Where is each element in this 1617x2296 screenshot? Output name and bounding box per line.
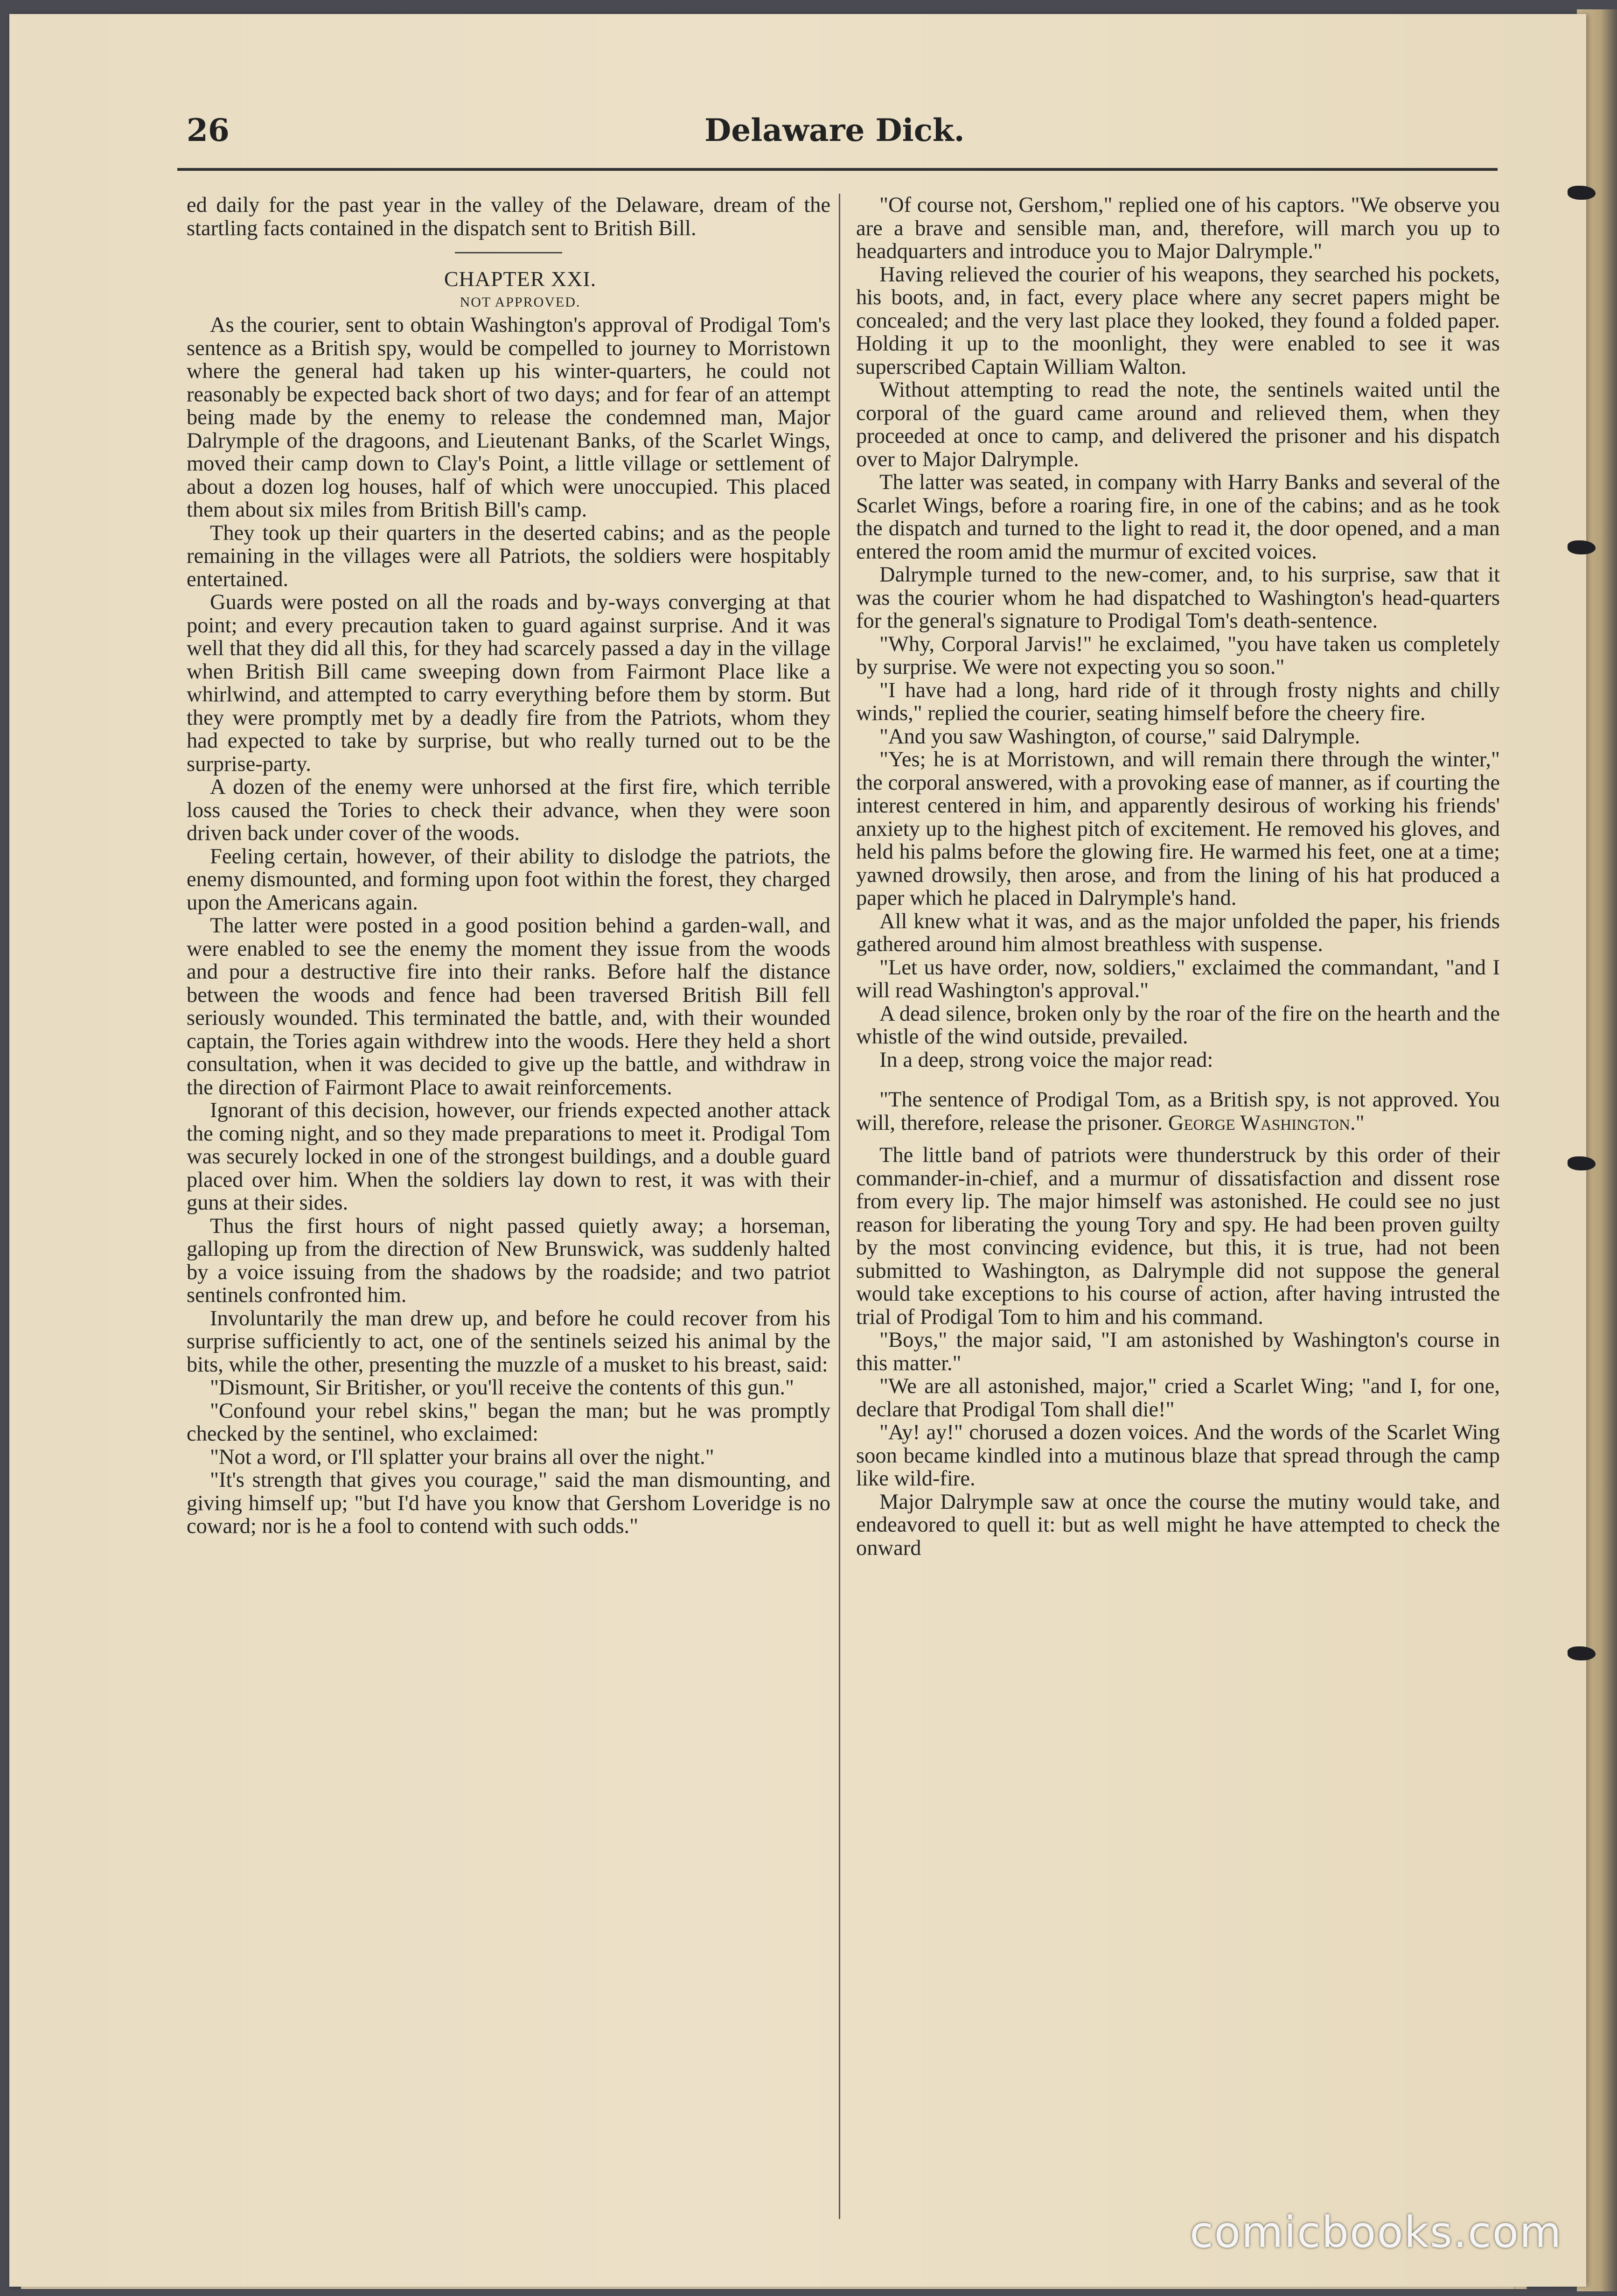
paragraph: Major Dalrymple saw at once the course the mutiny would take, and endeavored to quell it: but as well might he have attempted to check the onward	[856, 1490, 1500, 1560]
paragraph: "Ay! ay!" chorused a dozen voices. And the words of the Scarlet Wing soon became kindled into a mutinous blaze that spread through the camp like wild-fire.	[856, 1421, 1500, 1491]
paragraph: "It's strength that gives you courage," said the man dismounting, and giving himself up; "but I'd have you know that Gershom Loveridge is no coward; nor is he a fool to contend with such odds."	[187, 1468, 830, 1538]
note-body: "The sentence of Prodigal Tom, as a British spy, is not approved. You will, therefore, release the prisoner.	[856, 1088, 1500, 1135]
binding-tab	[1558, 1153, 1600, 1175]
paragraph: "Of course not, Gershom," replied one of his captors. "We observe you are a brave and sensible man, and, therefore, will march you up to headquarters and introduce you to Major Dalrymple."	[856, 194, 1500, 263]
paragraph: "We are all astonished, major," cried a Scarlet Wing; "and I, for one, declare that Prodigal Tom shall die!"	[856, 1374, 1500, 1421]
paragraph: They took up their quarters in the deserted cabins; and as the people remaining in the villages were all Patriots, the soldiers were hospitably entertained.	[187, 521, 830, 591]
left-column	[187, 194, 830, 2219]
section-rule	[455, 252, 562, 253]
paragraph: Thus the first hours of night passed quietly away; a horseman, galloping up from the direction of New Brunswick, was suddenly halted by a voice issuing from the shadows by the roadside; and two patriot sentinels confronted him.	[187, 1214, 830, 1307]
binding-tab	[1558, 1643, 1600, 1665]
site-watermark: comicbooks.com	[1190, 2207, 1562, 2257]
paragraph: All knew what it was, and as the major unfolded the paper, his friends gathered around him almost breathless with suspense.	[856, 909, 1500, 956]
book-page	[9, 14, 1586, 2287]
paragraph: Guards were posted on all the roads and by-ways converging at that point; and every precaution taken to guard against surprise. And it was well that they did all this, for they had scarcely passed a day in the village when British Bill came sweeping down from Fairmont Place like a whirlwind, and attempted to carry everything before them by storm. But they were promptly met by a deadly fire from the Patriots, whom they had expected to take by surprise, but who really turned out to be the surprise-party.	[187, 590, 830, 776]
paragraph: "Boys," the major said, "I am astonished by Washington's course in this matter."	[856, 1328, 1500, 1375]
paragraph: The latter were posted in a good position behind a garden-wall, and were enabled to see the enemy the moment they issue from the woods and pour a destructive fire into their ranks. Before half the distance between the woods and fence had been traversed British Bill fell seriously wounded. This terminated the battle, and, with their wounded captain, the Tories again withdrew into the woods. Here they held a short consultation, when it was decided to give up the battle, and withdraw in the direction of Fairmont Place to await reinforcements.	[187, 914, 830, 1099]
paragraph: The latter was seated, in company with Harry Banks and several of the Scarlet Wings, before a roaring fire, in one of the cabins; and as he took the dispatch and turned to the light to read it, the door opened, and a man entered the room amid the murmur of excited voices.	[856, 470, 1500, 564]
chapter-subtitle: NOT APPROVED.	[460, 294, 581, 310]
book-title: Delaware Dick.	[704, 112, 965, 148]
chapter-title: CHAPTER XXI.	[444, 267, 597, 291]
header-rule	[177, 168, 1498, 171]
paragraph: Without attempting to read the note, the sentinels waited until the corporal of the guard came around and relieved them, when they proceeded at once to camp, and delivered the prisoner and his dispatch over to Major Dalrymple.	[856, 378, 1500, 471]
paragraph: Dalrymple turned to the new-comer, and, to his surprise, saw that it was the courier whom he had dispatched to Washington's head-quarters for the general's signature to Prodigal Tom's death-sentence.	[856, 563, 1500, 633]
paragraph: "Yes; he is at Morristown, and will remain there through the winter," the corporal answered, with a provoking ease of manner, as if courting the interest centered in him, and apparently desirous of working his friends' anxiety up to the highest pitch of excitement. He removed his gloves, and held his palms before the glowing fire. He warmed his feet, one at a time; yawned drowsily, then arose, and from the lining of his hat produced a paper which he placed in Dalrymple's hand.	[856, 748, 1500, 910]
binding-tab	[1558, 182, 1600, 204]
paragraph: "Confound your rebel skins," began the man; but he was promptly checked by the sentinel, who exclaimed:	[187, 1399, 830, 1446]
paragraph: A dozen of the enemy were unhorsed at the first fire, which terrible loss caused the Tories to check their advance, when they were soon driven back under cover of the woods.	[187, 775, 830, 845]
paragraph: As the courier, sent to obtain Washington's approval of Prodigal Tom's sentence as a British spy, would be compelled to journey to Morristown where the general had taken up his winter-quarters, he could not reasonably be expected back short of two days; and for fear of an attempt being made by the enemy to release the condemned man, Major Dalrymple of the dragoons, and Lieutenant Banks, of the Scarlet Wings, moved their camp down to Clay's Point, a little village or settlement of about a dozen log houses, half of which were unoccupied. This placed them about six miles from British Bill's camp.	[187, 313, 830, 522]
paragraph: "I have had a long, hard ride of it through frosty nights and chilly winds," replied the courier, seating himself before the cheery fire.	[856, 678, 1500, 725]
right-column	[856, 194, 1500, 2219]
paragraph: In a deep, strong voice the major read:	[879, 1048, 1213, 1072]
binding-tab	[1558, 537, 1600, 559]
paragraph: ed daily for the past year in the valley of the Delaware, dream of the startling facts contained in the dispatch sent to British Bill.	[187, 194, 830, 240]
paragraph: The little band of patriots were thunderstruck by this order of their commander-in-chief, and a murmur of dissatisfaction and dissent rose from every lip. The major himself was astonished. He could see no just reason for liberating the young Tory and spy. He had been proven guilty by the most convincing evidence, but this, it is true, had not been submitted to Washington, as Dalrymple did not suppose the general would take exceptions to his course of action, after having intrusted the trial of Prodigal Tom to him and his command.	[856, 1143, 1500, 1329]
page-number: 26	[187, 112, 230, 148]
paragraph: "Let us have order, now, soldiers," exclaimed the commandant, "and I will read Washington's approval."	[856, 955, 1500, 1002]
paragraph: "Dismount, Sir Britisher, or you'll receive the contents of this gun."	[210, 1376, 795, 1400]
paragraph: Feeling certain, however, of their ability to dislodge the patriots, the enemy dismounted, and forming upon foot within the forest, they charged upon the Americans again.	[187, 844, 830, 915]
column-divider	[839, 194, 840, 2219]
paragraph: Having relieved the courier of his weapons, they searched his pockets, his boots, and, in fact, every place where any secret papers might be concealed; and the very last place they looked, they found a folded paper. Holding it up to the moonlight, they were enabled to see it was superscribed Captain William Walton.	[856, 262, 1500, 379]
note-signature: George Washington."	[1168, 1111, 1365, 1135]
note-text	[856, 1088, 1500, 1134]
paragraph: A dead silence, broken only by the roar of the fire on the hearth and the whistle of the wind outside, prevailed.	[856, 1001, 1500, 1049]
paragraph: Involuntarily the man drew up, and before he could recover from his surprise sufficiently to act, one of the sentinels seized his animal by the bits, while the other, presenting the muzzle of a musket to his breast, said:	[187, 1306, 830, 1377]
washington-note	[856, 1088, 1500, 1134]
paragraph: "Why, Corporal Jarvis!" he exclaimed, "you have taken us completely by surprise. We were not expecting you so soon."	[856, 632, 1500, 679]
running-head	[9, 112, 1586, 168]
paragraph: "Not a word, or I'll splatter your brains all over the night."	[210, 1445, 714, 1469]
paragraph: "And you saw Washington, of course," said Dalrymple.	[879, 724, 1360, 749]
paragraph: Ignorant of this decision, however, our friends expected another attack the coming night, and so they made preparations to meet it. Prodigal Tom was securely locked in one of the strongest buildings, and a double guard placed over him. When the soldiers lay down to rest, it was with their guns at their sides.	[187, 1099, 830, 1215]
